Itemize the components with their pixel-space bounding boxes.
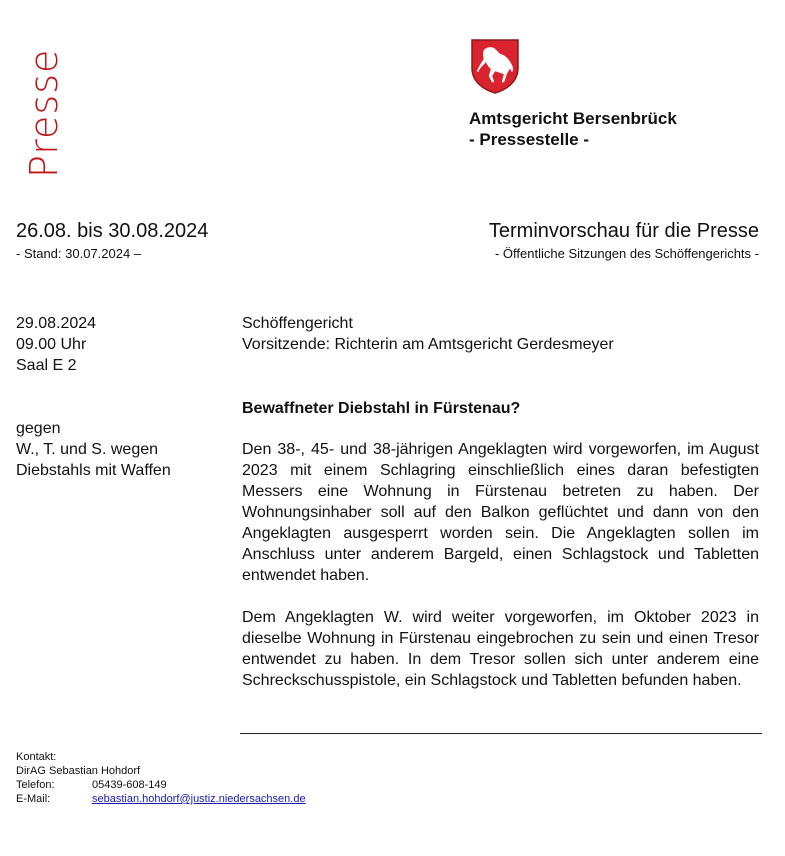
stand-date: - Stand: 30.07.2024 – — [16, 246, 142, 261]
case-paragraph-2: Dem Angeklagten W. wird weiter vorgeworfen, im Oktober 2023 in dieselbe Wohnung in Fürstenau eingebrochen zu sein und einen Tresor entwendet zu haben. In dem Tresor sollen sich unter anderem eine Schreckschusspistole, ein Schlagstock und Tabletten befunden haben. — [242, 609, 759, 689]
presiding-judge: Vorsitzende: Richterin am Amtsgericht Gerdesmeyer — [242, 336, 614, 353]
page-subtitle: - Öffentliche Sitzungen des Schöffengerichts - — [494, 246, 759, 261]
session-room: Saal E 2 — [16, 357, 77, 374]
session-date: 29.08.2024 — [16, 315, 97, 332]
phone-number: 05439-608-149 — [92, 779, 167, 791]
email-label: E-Mail: — [16, 793, 51, 805]
date-range: 26.08. bis 30.08.2024 — [16, 220, 209, 242]
case-headline: Bewaffneter Diebstahl in Fürstenau? — [242, 400, 521, 417]
page-title: Terminvorschau für die Presse — [488, 220, 759, 242]
email-link[interactable]: sebastian.hohdorf@justiz.niedersachsen.de — [92, 793, 306, 805]
divider — [240, 733, 762, 734]
court-name: Amtsgericht Bersenbrück — [469, 109, 677, 128]
court-info — [242, 313, 759, 355]
charge: Diebstahls mit Waffen — [16, 462, 171, 479]
case-summary — [16, 418, 171, 481]
session-meta — [16, 313, 96, 376]
lower-saxony-horse-crest-icon — [470, 38, 520, 94]
contact-block — [16, 750, 306, 806]
contact-heading: Kontakt: — [16, 751, 57, 763]
court-type: Schöffengericht — [242, 315, 353, 332]
case-paragraph-1: Den 38-, 45- und 38-jährigen Angeklagten wird vorgeworfen, im August 2023 mit einem Schlagring einschließlich eines daran befestigten Messers eine Wohnung in Fürstenau betreten zu haben. Der Wohnungsinhaber soll auf den Balkon geflüchtet und dann von den Angeklagten ausgesperrt worden sein. Die Angeklagten sollen im Anschluss unter anderem Bargeld, einen Schlagstock und Tabletten entwendet haben. — [242, 441, 759, 584]
presse-side-label: Presse — [22, 48, 66, 178]
session-time: 09.00 Uhr — [16, 336, 87, 353]
department-name: - Pressestelle - — [469, 130, 590, 149]
defendants: W., T. und S. wegen — [16, 441, 159, 458]
phone-label: Telefon: — [16, 779, 55, 791]
contact-name: DirAG Sebastian Hohdorf — [16, 765, 141, 777]
against-label: gegen — [16, 420, 61, 437]
